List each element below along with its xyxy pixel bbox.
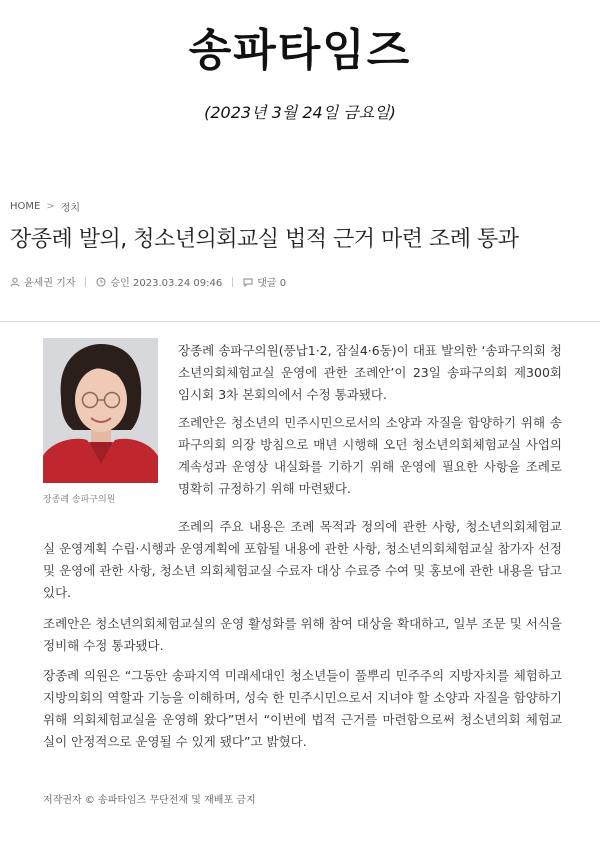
breadcrumb: [10, 199, 80, 214]
article-paragraph: 장종례 의원은 “그동안 송파지역 미래세대인 청소년들이 풀뿌리 민주주의 지방자치를 체험하고 지방의회의 역할과 기능을 이해하며, 성숙 한 민주시민으로서 지녀야 할 소양과 자질을 함양하기 위해 의회체험교실을 운영해 왔다”면서 “이번에 법적 근거를 마련함으로써 청소년의회 체험교실이 안정적으로 운영될 수 있게 됐다”고 밝혔다.: [43, 668, 562, 749]
article-headline: 장종례 발의, 청소년의회교실 법적 근거 마련 조례 통과: [10, 227, 519, 252]
approval-info: [96, 274, 222, 289]
article-meta: [10, 274, 286, 289]
copyright-notice: 저작권자 © 송파타임즈 무단전재 및 재배포 금지: [43, 795, 256, 806]
clock-icon: [96, 277, 106, 287]
comments-link[interactable]: [243, 274, 286, 289]
breadcrumb-home[interactable]: HOME: [10, 201, 41, 212]
article-paragraph: 조례안은 청소년의회체험교실의 운영 활성화를 위해 참여 대상을 확대하고, 일부 조문 및 서식을 정비해 수정 통과됐다.: [43, 616, 562, 653]
photo-caption: 장종례 송파구의원: [43, 495, 116, 505]
masthead-title: 송파타임즈: [188, 25, 412, 76]
meta-divider: [85, 277, 86, 287]
approval-time: 승인 2023.03.24 09:46: [110, 278, 223, 289]
article-paragraph: 장종례 송파구의원(풍납1·2, 잠실4·6동)이 대표 발의한 ‘송파구의회 청소년의회체험교실 운영에 관한 조례안’이 23일 송파구의회 제300회 임시회 3차 본회의에서 수정 통과됐다.: [178, 343, 562, 402]
article-paragraph: 조례안은 청소년의 민주시민으로서의 소양과 자질을 함양하기 위해 송파구의회 의장 방침으로 매년 시행해 오던 청소년의회체험교실 사업의 계속성과 운영상 내실화를 기하기 위해 운영에 필요한 사항을 조례로 명확히 규정하기 위해 마련됐다.: [178, 415, 562, 496]
publication-date: (2023년 3월 24일 금요일): [204, 103, 396, 122]
breadcrumb-section[interactable]: 정치: [60, 203, 81, 214]
author-byline[interactable]: [10, 274, 75, 289]
author-name: 윤세권 기자: [24, 278, 76, 289]
comment-icon: [243, 277, 253, 287]
article-paragraph: 조례의 주요 내용은 조례 목적과 정의에 관한 사항, 청소년의회체험교실 운영계획 수립·시행과 운영계획에 포함될 내용에 관한 사항, 청소년의회체험교실 참가자 선정 및 운영에 관한 사항, 청소년 의회체험교실 수료자 대상 수료증 수여 및 홍보에 관한 내용을 담고 있다.: [43, 519, 562, 600]
meta-divider: [232, 277, 233, 287]
councilor-photo: [43, 338, 158, 483]
header-divider: [0, 321, 600, 322]
user-icon: [10, 277, 20, 287]
chevron-right-icon: >: [46, 201, 55, 212]
comment-count: 댓글 0: [257, 278, 287, 289]
